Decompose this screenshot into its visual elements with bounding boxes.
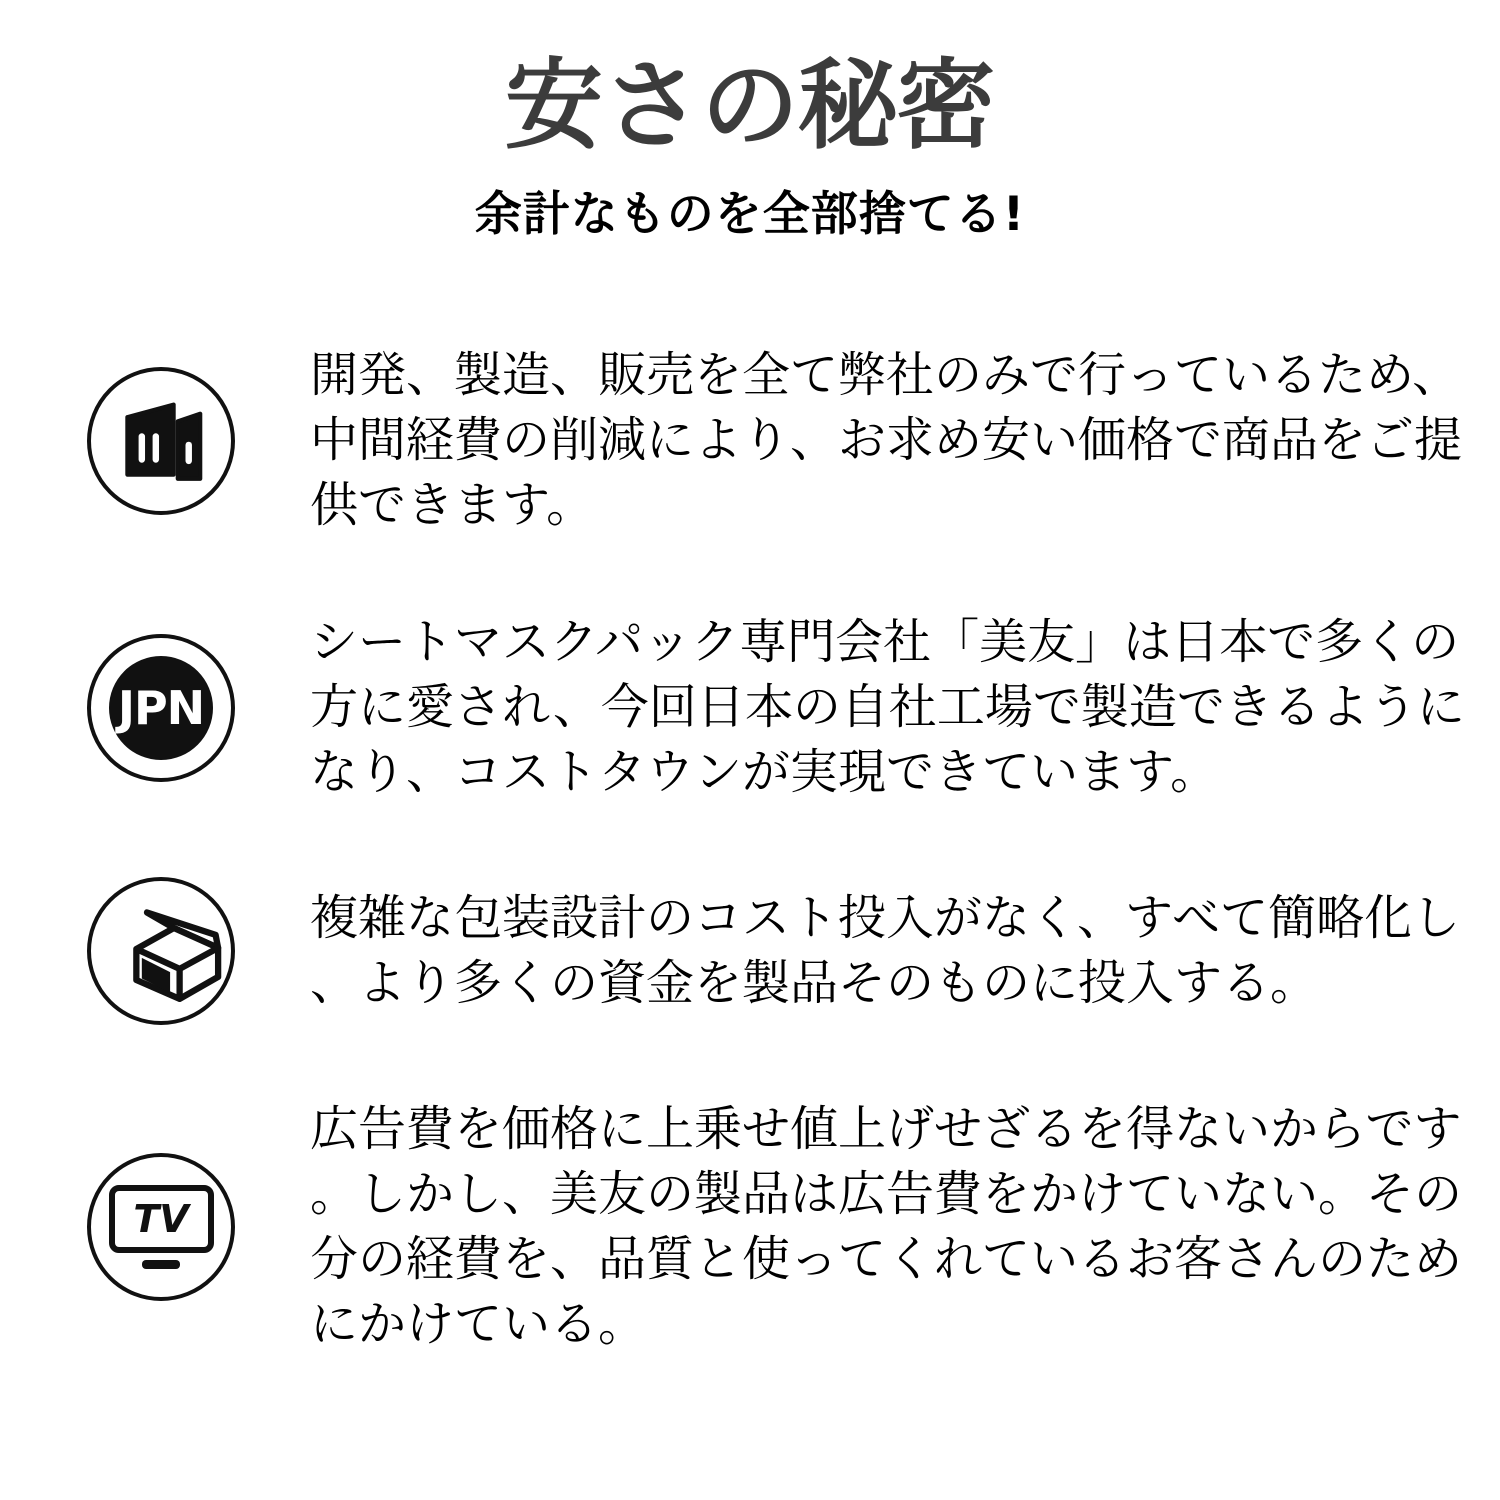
tv-icon — [87, 1153, 235, 1301]
buildings-icon — [87, 367, 235, 515]
japan-badge-label: JPN — [117, 680, 205, 735]
text-line: 方に愛され、今回日本の自社工場で製造できるように — [310, 679, 1465, 736]
section-text — [310, 1097, 1462, 1357]
section-no-advertising — [0, 1097, 1500, 1357]
section-icon-column — [0, 634, 235, 782]
text-line: 中間経費の削減により、お求め安い価格で商品をご提 — [310, 412, 1463, 469]
section-japan-factory — [0, 610, 1500, 805]
text-line: 広告費を価格に上乗せ値上げせざるを得ないからです — [310, 1101, 1462, 1158]
text-line: 分の経費を、品質と使ってくれているお客さんのため — [310, 1231, 1463, 1288]
text-line: 開発、製造、販売を全て弊社のみで行っているため、 — [310, 347, 1461, 404]
section-simple-packaging — [0, 877, 1500, 1025]
section-text — [310, 886, 1460, 1016]
japan-badge-disc — [109, 656, 213, 760]
text-line: にかけている。 — [310, 1296, 647, 1353]
benefit-sections — [0, 343, 1500, 1357]
page-title: 安さの秘密 — [504, 48, 995, 163]
section-icon-column — [0, 1153, 235, 1301]
text-line: 。しかし、美友の製品は広告費をかけていない。その — [310, 1166, 1463, 1223]
text-line: 複雑な包装設計のコスト投入がなく、すべて簡略化し — [310, 890, 1461, 947]
tv-label: TV — [133, 1197, 189, 1242]
section-direct-sales — [0, 343, 1500, 538]
section-icon-column — [0, 877, 235, 1025]
text-line: なり、コストタウンが実現できています。 — [310, 744, 1219, 801]
tv-shape — [109, 1185, 214, 1269]
text-line: シートマスクパック専門会社「美友」は日本で多くの — [310, 614, 1460, 671]
text-line: 供できます。 — [310, 477, 595, 534]
package-box-icon — [87, 877, 235, 1025]
tv-stand — [142, 1260, 180, 1269]
tv-screen — [109, 1185, 214, 1253]
page-subtitle: 余計なものを全部捨てる! — [474, 186, 1026, 242]
japan-badge-icon — [87, 634, 235, 782]
text-line: 、より多くの資金を製品そのものに投入する。 — [310, 955, 1319, 1012]
section-text — [310, 343, 1462, 538]
section-icon-column — [0, 367, 235, 515]
section-text — [310, 610, 1465, 805]
